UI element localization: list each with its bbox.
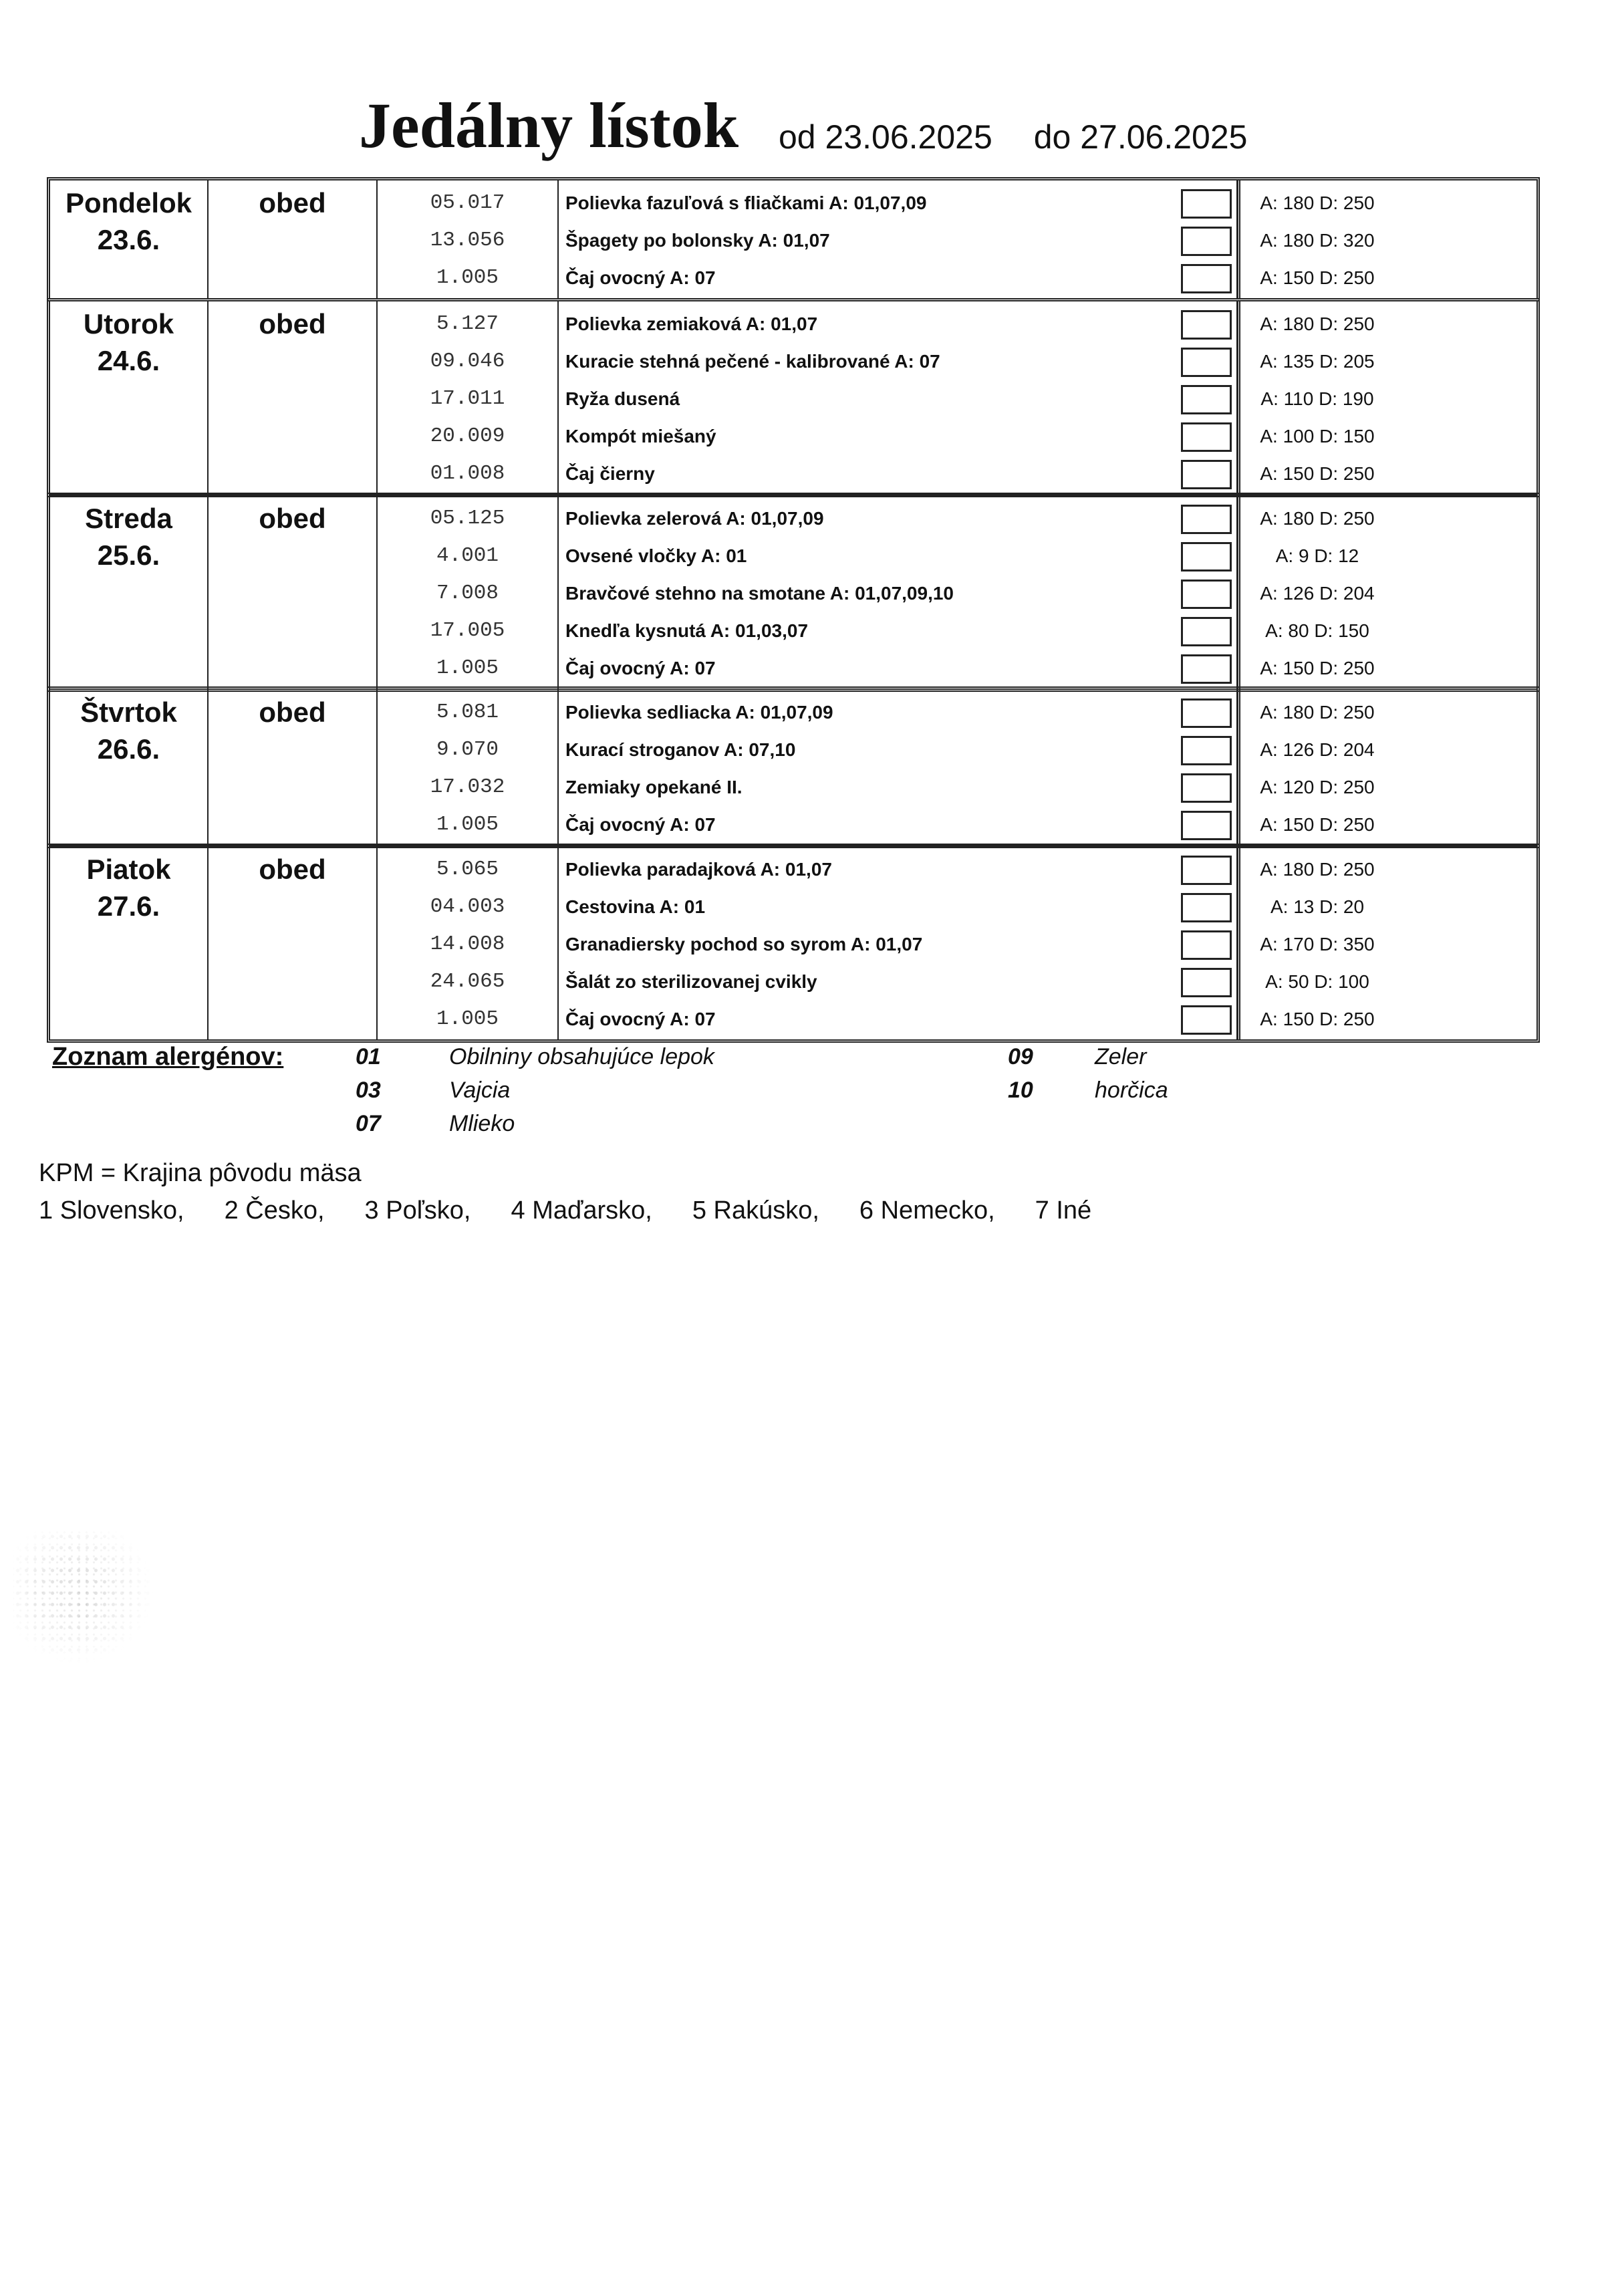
order-checkbox[interactable] bbox=[1181, 264, 1232, 293]
country-item: 1 Slovensko, bbox=[39, 1196, 184, 1225]
day-name: Streda bbox=[85, 503, 172, 534]
order-checkbox[interactable] bbox=[1181, 310, 1232, 340]
order-checkbox[interactable] bbox=[1181, 460, 1232, 489]
order-checkbox[interactable] bbox=[1181, 617, 1232, 646]
country-item: 5 Rakúsko, bbox=[692, 1196, 819, 1225]
order-checkbox[interactable] bbox=[1181, 227, 1232, 256]
dish-name: Granadiersky pochod so syrom A: 01,07 bbox=[565, 934, 923, 954]
menu-item-row bbox=[50, 222, 1536, 259]
order-checkbox[interactable] bbox=[1181, 542, 1232, 571]
menu-item-row bbox=[50, 500, 1536, 537]
recipe-code: 1.005 bbox=[436, 656, 499, 680]
day-name: Utorok bbox=[83, 308, 174, 340]
dish-name: Čaj ovocný A: 07 bbox=[565, 267, 716, 288]
kpm-country-list bbox=[39, 1196, 1091, 1225]
menu-item-row bbox=[50, 694, 1536, 731]
day-name: Štvrtok bbox=[80, 696, 177, 728]
portion-size: A: 170 D: 350 bbox=[1260, 934, 1375, 954]
meal-type: obed bbox=[259, 308, 326, 340]
dish-name: Čaj čierny bbox=[565, 463, 655, 484]
dish-name: Kuracie stehná pečené - kalibrované A: 07 bbox=[565, 351, 940, 372]
country-item: 7 Iné bbox=[1035, 1196, 1092, 1225]
portion-size: A: 126 D: 204 bbox=[1260, 583, 1375, 604]
menu-item-row bbox=[50, 851, 1536, 888]
order-checkbox[interactable] bbox=[1181, 385, 1232, 414]
menu-item-row bbox=[50, 455, 1536, 493]
dish-name: Šalát zo sterilizovanej cvikly bbox=[565, 971, 817, 992]
order-checkbox[interactable] bbox=[1181, 736, 1232, 765]
portion-size: A: 180 D: 250 bbox=[1260, 508, 1375, 529]
allergen-code: 01 bbox=[356, 1044, 381, 1069]
order-checkbox[interactable] bbox=[1181, 968, 1232, 997]
recipe-code: 05.017 bbox=[430, 191, 505, 215]
to-label: do bbox=[1033, 118, 1071, 156]
allergen-name: Zeler bbox=[1095, 1044, 1147, 1069]
allergen-code: 10 bbox=[1008, 1077, 1033, 1103]
country-item: 3 Poľsko, bbox=[364, 1196, 471, 1225]
from-label: od bbox=[779, 118, 816, 156]
day-block bbox=[47, 686, 1540, 848]
day-name: Pondelok bbox=[65, 187, 192, 219]
meal-type: obed bbox=[259, 854, 326, 885]
order-checkbox[interactable] bbox=[1181, 773, 1232, 803]
order-checkbox[interactable] bbox=[1181, 856, 1232, 885]
recipe-code: 5.065 bbox=[436, 858, 499, 881]
dish-name: Čaj ovocný A: 07 bbox=[565, 814, 716, 835]
order-checkbox[interactable] bbox=[1181, 893, 1232, 922]
recipe-code: 17.032 bbox=[430, 775, 505, 799]
portion-size: A: 150 D: 250 bbox=[1260, 267, 1375, 288]
recipe-code: 04.003 bbox=[430, 895, 505, 918]
allergen-name: Vajcia bbox=[449, 1077, 511, 1103]
recipe-code: 7.008 bbox=[436, 582, 499, 605]
portion-size: A: 150 D: 250 bbox=[1260, 463, 1375, 484]
menu-item-row bbox=[50, 806, 1536, 844]
allergen-code: 09 bbox=[1008, 1044, 1033, 1069]
portion-size: A: 9 D: 12 bbox=[1275, 545, 1359, 566]
order-checkbox[interactable] bbox=[1181, 189, 1232, 219]
dish-name: Kompót miešaný bbox=[565, 426, 716, 447]
day-date: 26.6. bbox=[97, 733, 160, 765]
dish-name: Polievka fazuľová s fliačkami A: 01,07,09 bbox=[565, 193, 927, 213]
dish-name: Polievka zemiaková A: 01,07 bbox=[565, 313, 818, 334]
portion-size: A: 180 D: 250 bbox=[1260, 313, 1375, 334]
recipe-code: 4.001 bbox=[436, 544, 499, 567]
dish-name: Polievka paradajková A: 01,07 bbox=[565, 859, 832, 880]
kpm-legend-title: KPM = Krajina pôvodu mäsa bbox=[39, 1159, 362, 1187]
recipe-code: 05.125 bbox=[430, 507, 505, 530]
recipe-code: 1.005 bbox=[436, 813, 499, 836]
recipe-code: 17.011 bbox=[430, 387, 505, 410]
meal-type: obed bbox=[259, 187, 326, 219]
recipe-code: 17.005 bbox=[430, 619, 505, 642]
portion-size: A: 110 D: 190 bbox=[1260, 388, 1374, 409]
day-date: 25.6. bbox=[97, 539, 160, 571]
meal-type: obed bbox=[259, 696, 326, 728]
country-item: 6 Nemecko, bbox=[859, 1196, 995, 1225]
portion-size: A: 13 D: 20 bbox=[1270, 896, 1365, 917]
portion-size: A: 150 D: 250 bbox=[1260, 1009, 1375, 1029]
recipe-code: 24.065 bbox=[430, 970, 505, 993]
portion-size: A: 180 D: 250 bbox=[1260, 859, 1375, 880]
allergen-name: horčica bbox=[1095, 1077, 1168, 1103]
menu-item-row bbox=[50, 184, 1536, 222]
day-block bbox=[47, 298, 1540, 497]
portion-size: A: 180 D: 250 bbox=[1260, 702, 1375, 723]
order-checkbox[interactable] bbox=[1181, 422, 1232, 452]
menu-item-row bbox=[50, 769, 1536, 806]
order-checkbox[interactable] bbox=[1181, 505, 1232, 534]
day-date: 24.6. bbox=[97, 345, 160, 376]
dish-name: Čaj ovocný A: 07 bbox=[565, 658, 716, 678]
portion-size: A: 50 D: 100 bbox=[1265, 971, 1369, 992]
dish-name: Čaj ovocný A: 07 bbox=[565, 1009, 716, 1029]
menu-item-row bbox=[50, 612, 1536, 650]
menu-item-row bbox=[50, 259, 1536, 297]
recipe-code: 5.081 bbox=[436, 700, 499, 724]
portion-size: A: 126 D: 204 bbox=[1260, 739, 1375, 760]
menu-item-row bbox=[50, 418, 1536, 455]
menu-item-row bbox=[50, 926, 1536, 963]
recipe-code: 1.005 bbox=[436, 1007, 499, 1031]
allergen-code: 03 bbox=[356, 1077, 381, 1103]
day-name: Piatok bbox=[86, 854, 171, 885]
from-date: 23.06.2025 bbox=[825, 118, 992, 156]
recipe-code: 1.005 bbox=[436, 266, 499, 289]
recipe-code: 5.127 bbox=[436, 312, 499, 336]
recipe-code: 20.009 bbox=[430, 424, 505, 448]
order-checkbox[interactable] bbox=[1181, 930, 1232, 960]
order-checkbox[interactable] bbox=[1181, 698, 1232, 728]
order-checkbox[interactable] bbox=[1181, 1005, 1232, 1035]
dish-name: Knedľa kysnutá A: 01,03,07 bbox=[565, 620, 809, 641]
portion-size: A: 80 D: 150 bbox=[1265, 620, 1369, 641]
country-item: 2 Česko, bbox=[224, 1196, 325, 1225]
recipe-code: 09.046 bbox=[430, 350, 505, 373]
dish-name: Zemiaky opekané II. bbox=[565, 777, 743, 797]
day-date: 23.6. bbox=[97, 224, 160, 255]
menu-item-row bbox=[50, 731, 1536, 769]
recipe-code: 01.008 bbox=[430, 462, 505, 485]
portion-size: A: 180 D: 320 bbox=[1260, 230, 1375, 251]
country-item: 4 Maďarsko, bbox=[511, 1196, 652, 1225]
menu-item-row bbox=[50, 305, 1536, 343]
day-block bbox=[47, 844, 1540, 1043]
day-date: 27.6. bbox=[97, 890, 160, 922]
portion-size: A: 100 D: 150 bbox=[1260, 426, 1375, 447]
recipe-code: 9.070 bbox=[436, 738, 499, 761]
menu-item-row bbox=[50, 537, 1536, 575]
portion-size: A: 150 D: 250 bbox=[1260, 814, 1375, 835]
dish-name: Bravčové stehno na smotane A: 01,07,09,10 bbox=[565, 583, 954, 604]
portion-size: A: 120 D: 250 bbox=[1260, 777, 1375, 797]
dish-name: Kurací stroganov A: 07,10 bbox=[565, 739, 796, 760]
dish-name: Polievka zelerová A: 01,07,09 bbox=[565, 508, 824, 529]
menu-item-row bbox=[50, 888, 1536, 926]
date-range bbox=[779, 120, 1247, 154]
portion-size: A: 135 D: 205 bbox=[1260, 351, 1375, 372]
menu-title: Jedálny lístok bbox=[359, 90, 739, 161]
allergen-list-heading: Zoznam alergénov: bbox=[52, 1043, 284, 1071]
day-block bbox=[47, 177, 1540, 301]
dish-name: Špagety po bolonsky A: 01,07 bbox=[565, 230, 830, 251]
allergen-code: 07 bbox=[356, 1111, 381, 1136]
dish-name: Polievka sedliacka A: 01,07,09 bbox=[565, 702, 833, 723]
order-checkbox[interactable] bbox=[1181, 348, 1232, 377]
allergen-name: Mlieko bbox=[449, 1111, 515, 1136]
recipe-code: 14.008 bbox=[430, 932, 505, 956]
dish-name: Ovsené vločky A: 01 bbox=[565, 545, 747, 566]
order-checkbox[interactable] bbox=[1181, 580, 1232, 609]
portion-size: A: 150 D: 250 bbox=[1260, 658, 1375, 678]
menu-item-row bbox=[50, 963, 1536, 1001]
menu-item-row bbox=[50, 343, 1536, 380]
menu-item-row bbox=[50, 575, 1536, 612]
order-checkbox[interactable] bbox=[1181, 654, 1232, 684]
day-block bbox=[47, 493, 1540, 692]
menu-item-row bbox=[50, 650, 1536, 687]
dish-name: Ryža dusená bbox=[565, 388, 680, 409]
to-date: 27.06.2025 bbox=[1080, 118, 1248, 156]
recipe-code: 13.056 bbox=[430, 229, 505, 252]
portion-size: A: 180 D: 250 bbox=[1260, 193, 1375, 213]
menu-item-row bbox=[50, 380, 1536, 418]
allergen-name: Obilniny obsahujúce lepok bbox=[449, 1044, 714, 1069]
order-checkbox[interactable] bbox=[1181, 811, 1232, 840]
scan-smudge bbox=[13, 1531, 154, 1664]
meal-type: obed bbox=[259, 503, 326, 534]
dish-name: Cestovina A: 01 bbox=[565, 896, 706, 917]
menu-item-row bbox=[50, 1001, 1536, 1038]
